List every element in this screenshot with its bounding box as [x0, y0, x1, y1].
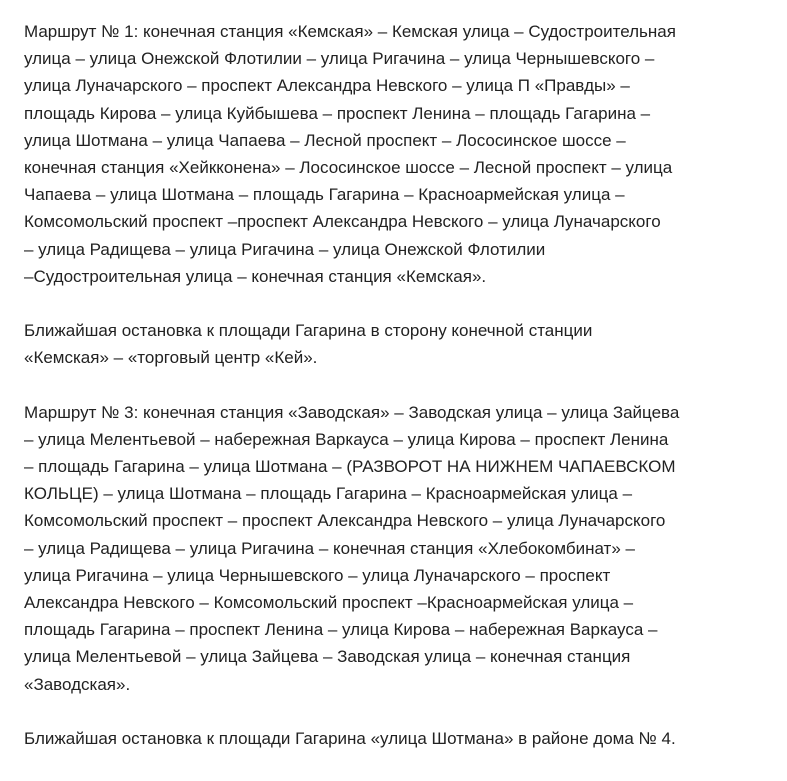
text-line: Маршрут № 1: конечная станция «Кемская» – Кемская улица – Судостроительная [24, 22, 676, 41]
text-line: площадь Кирова – улица Куйбышева – проспект Ленина – площадь Гагарина – [24, 103, 651, 123]
text-line: улица Мелентьевой – улица Зайцева – Заводская улица – конечная станция [24, 647, 631, 667]
text-line: Комсомольский проспект – проспект Александра Невского – улица Луначарского [24, 511, 666, 531]
text-line: Ближайшая остановка к площади Гагарина в сторону конечной станции [24, 321, 593, 341]
text-line: –Судостроительная улица – конечная станция «Кемская». [24, 266, 487, 286]
text-line: – улица Радищева – улица Ригачина – конечная станция «Хлебокомбинат» – [24, 538, 635, 558]
text-line: улица – улица Онежской Флотилии – улица Ригачина – улица Чернышевского – [24, 49, 655, 69]
text-line: Ближайшая остановка к площади Гагарина «улица Шотмана» в районе дома № 4. [24, 728, 676, 748]
text-line: – улица Радищева – улица Ригачина – улица Онежской Флотилии [24, 239, 546, 259]
route-3-paragraph [24, 399, 766, 698]
text-line: Маршрут № 3: конечная станция «Заводская» – Заводская улица – улица Зайцева [24, 402, 680, 422]
text-line: Чапаева – улица Шотмана – площадь Гагарина – Красноармейская улица – [24, 185, 625, 205]
text-line: площадь Гагарина – проспект Ленина – улица Кирова – набережная Варкауса – [24, 620, 658, 640]
route-1-paragraph [24, 18, 766, 290]
text-line: – улица Мелентьевой – набережная Варкауса – улица Кирова – проспект Ленина [24, 429, 669, 449]
text-line: конечная станция «Хейкконена» – Лососинское шоссе – Лесной проспект – улица [24, 157, 673, 177]
route-1-nearest-stop-paragraph [24, 317, 766, 371]
text-line: Александра Невского – Комсомольский проспект –Красноармейская улица – [24, 592, 634, 612]
document-body [24, 18, 766, 752]
text-line: улица Луначарского – проспект Александра Невского – улица П «Правды» – [24, 76, 630, 96]
route-3-nearest-stop-paragraph [24, 725, 766, 752]
text-line: «Заводская». [24, 674, 131, 694]
text-line: «Кемская» – «торговый центр «Кей». [24, 348, 318, 368]
text-line: КОЛЬЦЕ) – улица Шотмана – площадь Гагарина – Красноармейская улица – [24, 484, 633, 504]
text-line: улица Ригачина – улица Чернышевского – улица Луначарского – проспект [24, 565, 611, 585]
text-line: Комсомольский проспект –проспект Александра Невского – улица Луначарского [24, 212, 661, 232]
text-line: – площадь Гагарина – улица Шотмана – (РАЗВОРОТ НА НИЖНЕМ ЧАПАЕВСКОМ [24, 457, 676, 476]
text-line: улица Шотмана – улица Чапаева – Лесной проспект – Лососинское шоссе – [24, 130, 626, 150]
